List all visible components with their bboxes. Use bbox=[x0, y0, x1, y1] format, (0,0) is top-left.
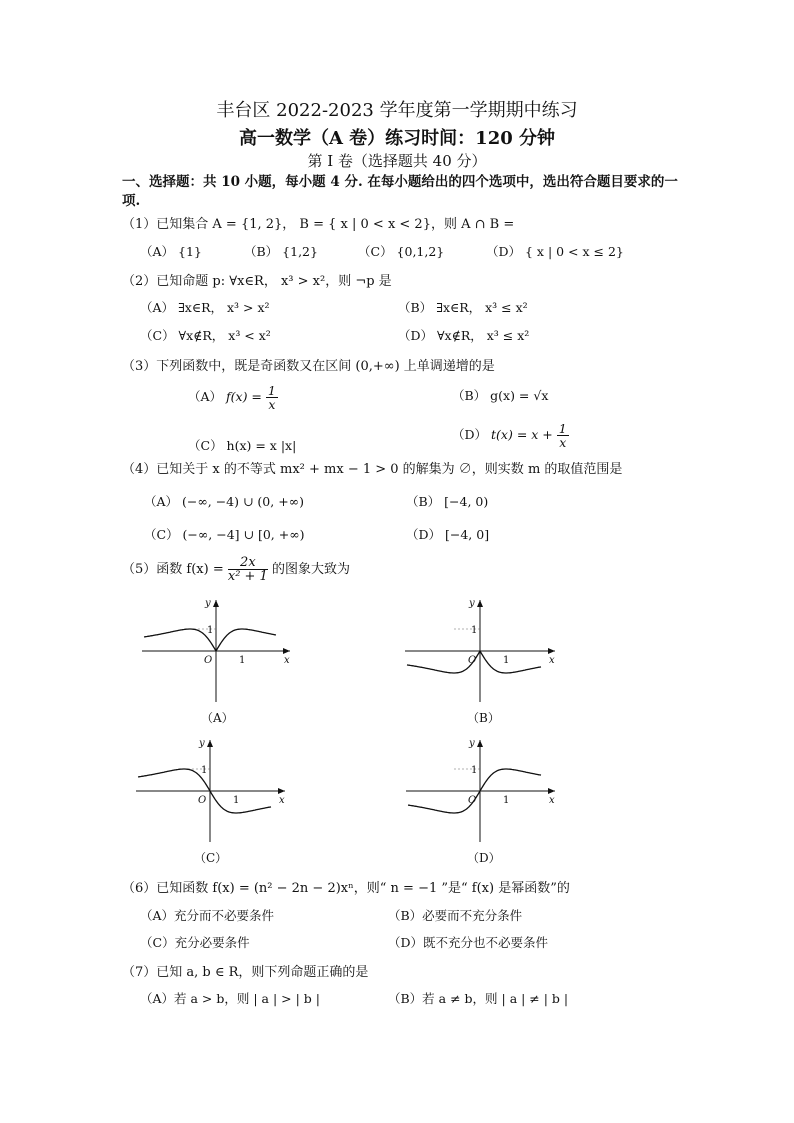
graph-b-x-one-label: 1 bbox=[503, 655, 510, 666]
option-expression: t(x) = x + bbox=[491, 427, 553, 442]
question-6-stem: （6）已知函数 f(x) = (n² − 2n − 2)xⁿ，则“ n = −1 ”是“ f(x) 是幂函数”的 bbox=[122, 881, 570, 896]
graph-b-y-one-label: 1 bbox=[471, 625, 478, 636]
fraction-denominator: x bbox=[268, 397, 276, 412]
question-4-option-b: （B） [−4, 0) bbox=[406, 494, 489, 509]
graph-a-y-arrow-icon bbox=[213, 600, 219, 607]
question-3-option-c: （C） h(x) = x |x| bbox=[188, 438, 297, 453]
graph-b-x-label: x bbox=[549, 655, 555, 666]
graph-b-caption: （B） bbox=[467, 711, 500, 725]
question-6-option-a: （A）充分而不必要条件 bbox=[140, 908, 275, 923]
question-2-option-d: （D） ∀x∉R， x³ ≤ x² bbox=[398, 328, 530, 343]
graph-b-y-label: y bbox=[469, 598, 475, 609]
graph-b-y-arrow-icon bbox=[477, 600, 483, 607]
graph-a-x-one-label: 1 bbox=[239, 655, 246, 666]
question-2-option-b: （B） ∃x∈R， x³ ≤ x² bbox=[398, 300, 528, 315]
graph-c-y-arrow-icon bbox=[207, 740, 213, 747]
question-1-option-b: （B） {1,2} bbox=[244, 244, 318, 259]
stem-suffix: 的图象大致为 bbox=[271, 562, 350, 577]
question-1-option-c: （C） {0,1,2} bbox=[358, 244, 445, 259]
question-2-stem: （2）已知命题 p: ∀x∈R， x³ > x²，则 ¬p 是 bbox=[122, 274, 392, 289]
graph-a-origin-label: O bbox=[204, 655, 213, 666]
fraction-numerator: 1 bbox=[558, 421, 567, 436]
stem-prefix: （5）函数 f(x) = bbox=[122, 562, 224, 577]
graph-d-x-arrow-icon bbox=[548, 788, 555, 794]
graph-c-x-label: x bbox=[279, 795, 285, 806]
fraction-denominator: x² + 1 bbox=[227, 569, 268, 584]
fraction-denominator: x bbox=[559, 435, 567, 450]
option-label: （A） bbox=[188, 389, 223, 404]
question-6-option-b: （B）必要而不充分条件 bbox=[388, 908, 523, 923]
question-7-option-a: （A）若 a > b，则 | a | > | b | bbox=[140, 991, 320, 1006]
question-4-option-a: （A） (−∞, −4) ∪ (0, +∞) bbox=[144, 494, 304, 509]
question-3-option-b: （B） g(x) = √x bbox=[452, 388, 549, 403]
question-4-option-c: （C） (−∞, −4] ∪ [0, +∞) bbox=[144, 527, 305, 542]
graph-c-y-label: y bbox=[199, 738, 205, 749]
question-1-option-a: （A） {1} bbox=[140, 244, 202, 259]
graph-a-y-one-label: 1 bbox=[207, 625, 214, 636]
exam-subtitle: 高一数学（A 卷）练习时间：120 分钟 bbox=[238, 128, 556, 149]
question-2-option-c: （C） ∀x∉R， x³ < x² bbox=[140, 328, 271, 343]
graph-a-x-label: x bbox=[284, 655, 290, 666]
fraction-numerator: 2x bbox=[228, 556, 268, 570]
graph-b-origin-label: O bbox=[468, 655, 477, 666]
question-1-option-d: （D） { x | 0 < x ≤ 2} bbox=[486, 244, 624, 259]
option-label: （D） bbox=[452, 427, 488, 442]
graph-d-y-label: y bbox=[469, 738, 475, 749]
question-6-option-d: （D）既不充分也不必要条件 bbox=[388, 935, 549, 950]
graph-c-y-one-label: 1 bbox=[201, 765, 208, 776]
graph-a-x-arrow-icon bbox=[283, 648, 290, 654]
question-7-option-b: （B）若 a ≠ b，则 | a | ≠ | b | bbox=[388, 991, 569, 1006]
graph-d-origin-label: O bbox=[468, 795, 477, 806]
graph-c-x-one-label: 1 bbox=[233, 795, 240, 806]
graph-d-caption: （D） bbox=[467, 851, 501, 865]
question-3-stem: （3）下列函数中，既是奇函数又在区间 (0,+∞) 上单调递增的是 bbox=[122, 359, 495, 374]
graph-c-x-arrow-icon bbox=[278, 788, 285, 794]
question-2-option-a: （A） ∃x∈R， x³ > x² bbox=[140, 300, 270, 315]
graph-c-origin-label: O bbox=[198, 795, 207, 806]
question-7-stem: （7）已知 a, b ∈ R，则下列命题正确的是 bbox=[122, 965, 369, 980]
question-6-option-c: （C）充分必要条件 bbox=[140, 935, 250, 950]
graph-a-y-label: y bbox=[205, 598, 211, 609]
exam-title: 丰台区 2022-2023 学年度第一学期期中练习 bbox=[216, 100, 578, 121]
graph-d-y-arrow-icon bbox=[477, 740, 483, 747]
graph-a-caption: （A） bbox=[201, 711, 234, 725]
section-instructions: 一、选择题：共 10 小题，每小题 4 分. 在每小题给出的四个选项中，选出符合题目要求的一项. bbox=[122, 174, 678, 209]
graph-d-x-one-label: 1 bbox=[503, 795, 510, 806]
graph-b-x-arrow-icon bbox=[548, 648, 555, 654]
question-4-option-d: （D） [−4, 0] bbox=[406, 527, 490, 542]
graph-c-caption: （C） bbox=[194, 851, 228, 865]
fraction-numerator: 1 bbox=[267, 383, 276, 398]
graph-d-x-label: x bbox=[549, 795, 555, 806]
graph-d-y-one-label: 1 bbox=[471, 765, 478, 776]
option-expression: f(x) = bbox=[226, 389, 262, 404]
question-1-stem: （1）已知集合 A = {1, 2}， B = { x | 0 < x < 2}，则 A ∩ B = bbox=[122, 217, 515, 232]
question-4-stem: （4）已知关于 x 的不等式 mx² + mx − 1 > 0 的解集为 ∅，则实数 m 的取值范围是 bbox=[122, 462, 623, 477]
section-heading: 第 I 卷（选择题共 40 分） bbox=[307, 152, 487, 170]
